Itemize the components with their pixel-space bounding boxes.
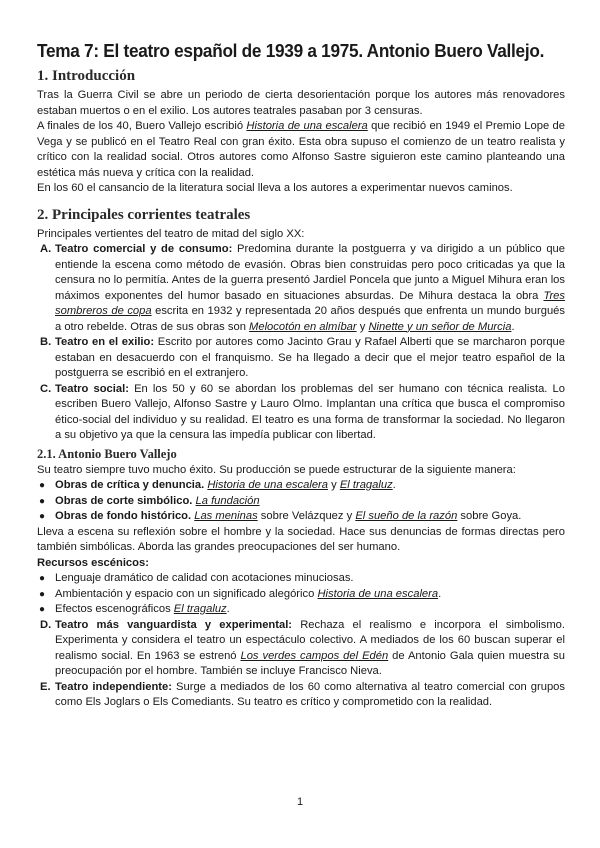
work-title: Historia de una escalera [207,479,328,491]
list-term: Teatro independiente: [55,680,172,693]
list-marker: B. [40,336,52,348]
bullet-item: ● Obras de crítica y denuncia. Historia de una escalera y El tragaluz. [37,478,565,494]
bullet-icon: ● [39,573,46,584]
list-marker: E. [40,680,51,693]
corrientes-intro: Principales vertientes del teatro de mitad del siglo XX: [37,227,305,240]
list-marker: D. [40,618,52,631]
bullet-icon: ● [39,588,46,600]
work-title: Los verdes campos del Edén [240,649,389,662]
list-term: Teatro más vanguardista y experimental: [55,618,293,631]
bullet-item: ● Lenguaje dramático de calidad con acotaciones minuciosas. [37,571,565,587]
document-page [37,38,565,711]
bullet-icon: ● [39,495,46,507]
bullet-icon: ● [39,511,46,522]
intro-paragraph-2: A finales de los 40, Buero Vallejo escribió Historia de una escalera que recibió en 1949 el Premio Lope de Vega y se publicó en el Teatro Real con gran éxito. Esta obra supuso el comienzo de un teatro realista y crítico con la realidad social. Otros autores como Alfonso Sastre siguieron este camino planteando una estética más nueva y crítica con la realidad. [37,120,565,179]
section-heading-corrientes: 2. Principales corrientes teatrales [37,206,251,223]
list-marker: C. [40,382,52,395]
page-number: 1 [296,796,304,808]
work-title: Historia de una escalera [246,120,368,132]
list-item-b: B. Teatro en el exilio: Escrito por autores como Jacinto Grau y Rafael Alberti que se marcharon porque estaban en desacuerdo con el franquismo. Se ha llegado a decir que el mejor teatro español de la postguerra se escribió en el extranjero. [40,336,565,379]
intro-paragraph-3: En los 60 el cansancio de la literatura social lleva a los autores a experimentar nuevos caminos. [37,182,513,194]
list-term: Teatro comercial y de consumo: [55,243,233,255]
list-item-a: A. Teatro comercial y de consumo: Predomina durante la postguerra y va dirigido a un público que entiende la escena como método de evasión. Obras bien construidas pero poco criticadas ya que la censura no lo permitía. Antes de la guerra presentó Jardiel Poncela que junto a Miguel Mihura eran los máximos exponentes del humor basado en situaciones absurdas. De Mihura destaca la obra Tres sombreros de copa escrita en 1932 y representada 20 años después que enfrenta un mundo burgués a otro rebelde. Otras de sus obras son Melocotón en almíbar y Ninette y un señor de Murcia. [40,243,565,333]
work-title: Las meninas [194,510,258,522]
list-term: Teatro en el exilio: [55,336,155,348]
bullet-item: ● Obras de fondo histórico. Las meninas sobre Velázquez y El sueño de la razón sobre Goya. [37,509,565,525]
work-title: El tragaluz [339,479,393,491]
document-title: Tema 7: El teatro español de 1939 a 1975. Antonio Buero Vallejo. [37,40,545,61]
list-marker: A. [40,243,52,255]
work-title: El tragaluz [173,603,227,615]
section-heading-introduccion: 1. Introducción [37,68,136,84]
intro-paragraph-1: Tras la Guerra Civil se abre un periodo de cierta desorientación porque los autores más renovadores estaban muertos o en el exilio. Los autores teatrales pasaban por 3 censuras. [37,89,565,117]
work-title: La fundación [195,494,260,507]
work-title: Melocotón en almíbar [249,320,357,333]
subsection-heading-buero-vallejo: 2.1. Antonio Buero Vallejo [37,446,177,461]
work-title: Tres sombreros de copa [55,289,565,317]
list-term: Teatro social: [55,382,129,395]
bullet-icon: ● [39,480,46,491]
list-item-c: C. Teatro social: En los 50 y 60 se abordan los problemas del ser humano con técnica realista. Lo escriben Buero Vallejo, Alfonso Sastre y Lauro Olmo. Implantan una crítica que busca el compromiso ético-social del individuo y su realidad. El teatro es una forma de transformar la sociedad. No llegaron a su objetivo ya que la censura las impedía publicar con libertad. [40,382,565,441]
buero-paragraph: Lleva a escena su reflexión sobre el hombre y la sociedad. Hace sus denuncias de formas directas pero también simbólicas. Aborda las grandes preocupaciones del ser humano. [37,525,565,553]
list-item-d: D. Teatro más vanguardista y experimental: Rechaza el realismo e incorpora el simbolismo. Experimenta y considera el teatro un espectáculo colectivo. A mediados de los 60 buscan superar el realismo social. En 1963 se estrenó Los verdes campos del Edén de Antonio Gala quien muestra su preocupación por el hombre. También se incluye Francisco Nieva. [40,618,565,677]
bullet-icon: ● [39,604,46,615]
work-title: El sueño de la razón [355,510,458,522]
bullet-item: ● Efectos escenográficos El tragaluz. [37,602,565,618]
bullet-item: ● Ambientación y espacio con un significado alegórico Historia de una escalera. [37,587,565,603]
list-item-e: E. Teatro independiente: Surge a mediados de los 60 como alternativa al teatro comercial con grupos como Els Joglars o Els Comediants. Su teatro es crítico y comprometido con la realidad. [40,680,565,708]
bullet-item: ● Obras de corte simbólico. La fundación [37,494,565,510]
work-title: Ninette y un señor de Murcia [368,320,512,333]
recursos-heading: Recursos escénicos: [37,556,149,569]
buero-intro: Su teatro siempre tuvo mucho éxito. Su producción se puede estructurar de la siguiente manera: [37,463,516,476]
work-title: Historia de una escalera [317,587,439,600]
